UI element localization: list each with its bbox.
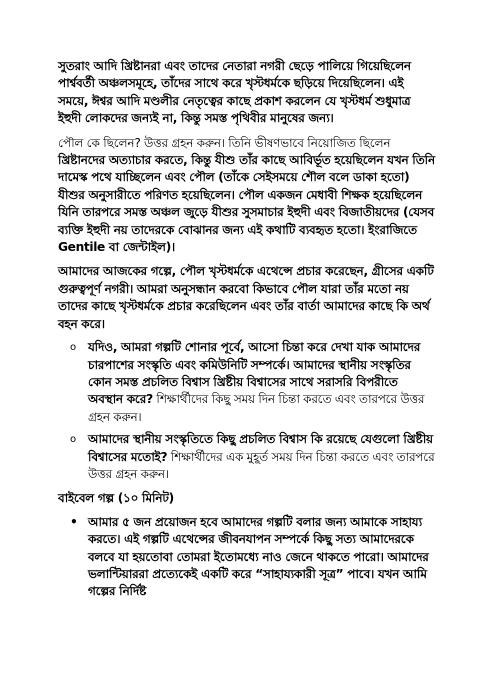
- section-heading-bible-story: বাইবেল গল্প (১০ মিনিট): [58, 491, 174, 506]
- bullet-icon: •: [70, 514, 78, 529]
- question-item: [58, 339, 435, 426]
- question-instruction: শিক্ষার্থীদের এক মুহূর্ত সময় দিন চিন্তা করতে এবং তারপরে উত্তর গ্রহন করুন।: [88, 449, 435, 481]
- question-text: যদিও, আমরা গল্পটি শোনার পূর্বে, আসো চিন্তা করে দেখা যাক আমাদের চারপাশের সংস্কৃতি এবং কমিউনিটি সম্পর্কে। আমাদের স্থানীয় সংস্কৃতির কোন সমস্ত প্রচলিত বিশ্বাস খ্রিষ্টীয় বিশ্বাসের সাথে সরাসরি বিপরীতে অবস্থান করে?: [88, 340, 421, 407]
- paragraph-athens-story: আমাদের আজকের গল্পে, পৌল খৃস্টধর্মকে এথেন্সে প্রচার করেছেন, গ্রীসের একটি গুরুত্বপূর্ণ নগরী। আমরা অনুসন্ধান করবো কিভাবে পৌল যারা তাঁর মতো নয় তাদের কাছে খৃস্টধর্মকে প্রচার করেছিলেন এবং তাঁর বার্তা আমাদের কাছে কি অর্থ বহন করে।: [58, 264, 434, 331]
- story-instructions: [58, 514, 435, 601]
- paragraph-paul: [58, 135, 435, 257]
- instruction-item: [58, 514, 435, 601]
- question-text: আমাদের স্থানীয় সংস্কৃতিতে কিছু প্রচলিত বিশ্বাস কি রয়েছে যেগুলো খ্রিষ্টীয় বিশ্বাসের মতোই?: [88, 432, 433, 464]
- paragraph-paul-body: খ্রিষ্টানদের অত্যাচার করতে, কিন্তু যীশু তাঁর কাছে আবির্ভূত হয়েছিলেন যখন তিনি দামেস্ক পথে যাচ্ছিলেন এবং পৌল (তাঁকে সেইসময়ে শৌল বলে ডাকা হতো) যীশুর অনুসারীতে পরিণত হয়েছিলেন। পৌল একজন মেধাবী শিক্ষক হয়েছিলেন যিনি তারপরে সমস্ত অঞ্চল জুড়ে যীশুর সুসমাচার ইহুদী এবং বিজাতীয়দের (যেসব ব্যক্তি ইহুদী নয় তাদেরকে বোঝানর জন্য এই কথাটি ব্যবহৃত হতো। ইংরাজিতে Gentile বা জেন্টাইল)।: [58, 153, 435, 255]
- instruction-text: আমার ৫ জন প্রয়োজন হবে আমাদের গল্পটি বলার জন্য আমাকে সাহায্য করতে। এই গল্পটি এথেন্সের জীবনযাপন সম্পর্কে কিছু সত্য আমাদেরকে বলবে যা হয়তোবা তোমরা ইতোমধ্যে নাও জেনে থাকতে পারো। আমাদের ভলান্টিয়াররা প্রত্যেকেই একটি করে “সাহায্যকারী সূত্র” পাবে। যখন আমি গল্পের নির্দিষ্ট: [88, 514, 429, 599]
- question-item: [58, 431, 435, 483]
- paragraph-early-christians: সুতরাং আদি খ্রিষ্টানরা এবং তাদের নেতারা নগরী ছেড়ে পালিয়ে গিয়েছিলেন পার্শ্ববর্তী অঞ্চলসমূহে, তাঁদের সাথে করে খৃস্টধর্মকে ছড়িয়ে দিয়েছিলেন। এই সময়ে, ঈশ্বর আদি মণ্ডলীর নেতৃত্বের কাছে প্রকাশ করলেন যে খৃস্টধর্ম শুধুমাত্র ইহুদী লোকদের জন্যই না, কিন্তু সমস্ত পৃথিবীর মানুষের জন্য।: [58, 59, 411, 126]
- circle-bullet-icon: o: [70, 342, 76, 354]
- paragraph-paul-intro: পৌল কে ছিলেন? উত্তর গ্রহন করুন। তিনি ভীষণভাবে নিয়োজিত ছিলেন: [58, 135, 391, 150]
- discussion-questions: [58, 339, 435, 483]
- question-instruction: শিক্ষার্থীদের কিছু সময় দিন চিন্তা করতে এবং তারপরে উত্তর গ্রহন করুন।: [88, 392, 425, 424]
- circle-bullet-icon: o: [70, 434, 76, 446]
